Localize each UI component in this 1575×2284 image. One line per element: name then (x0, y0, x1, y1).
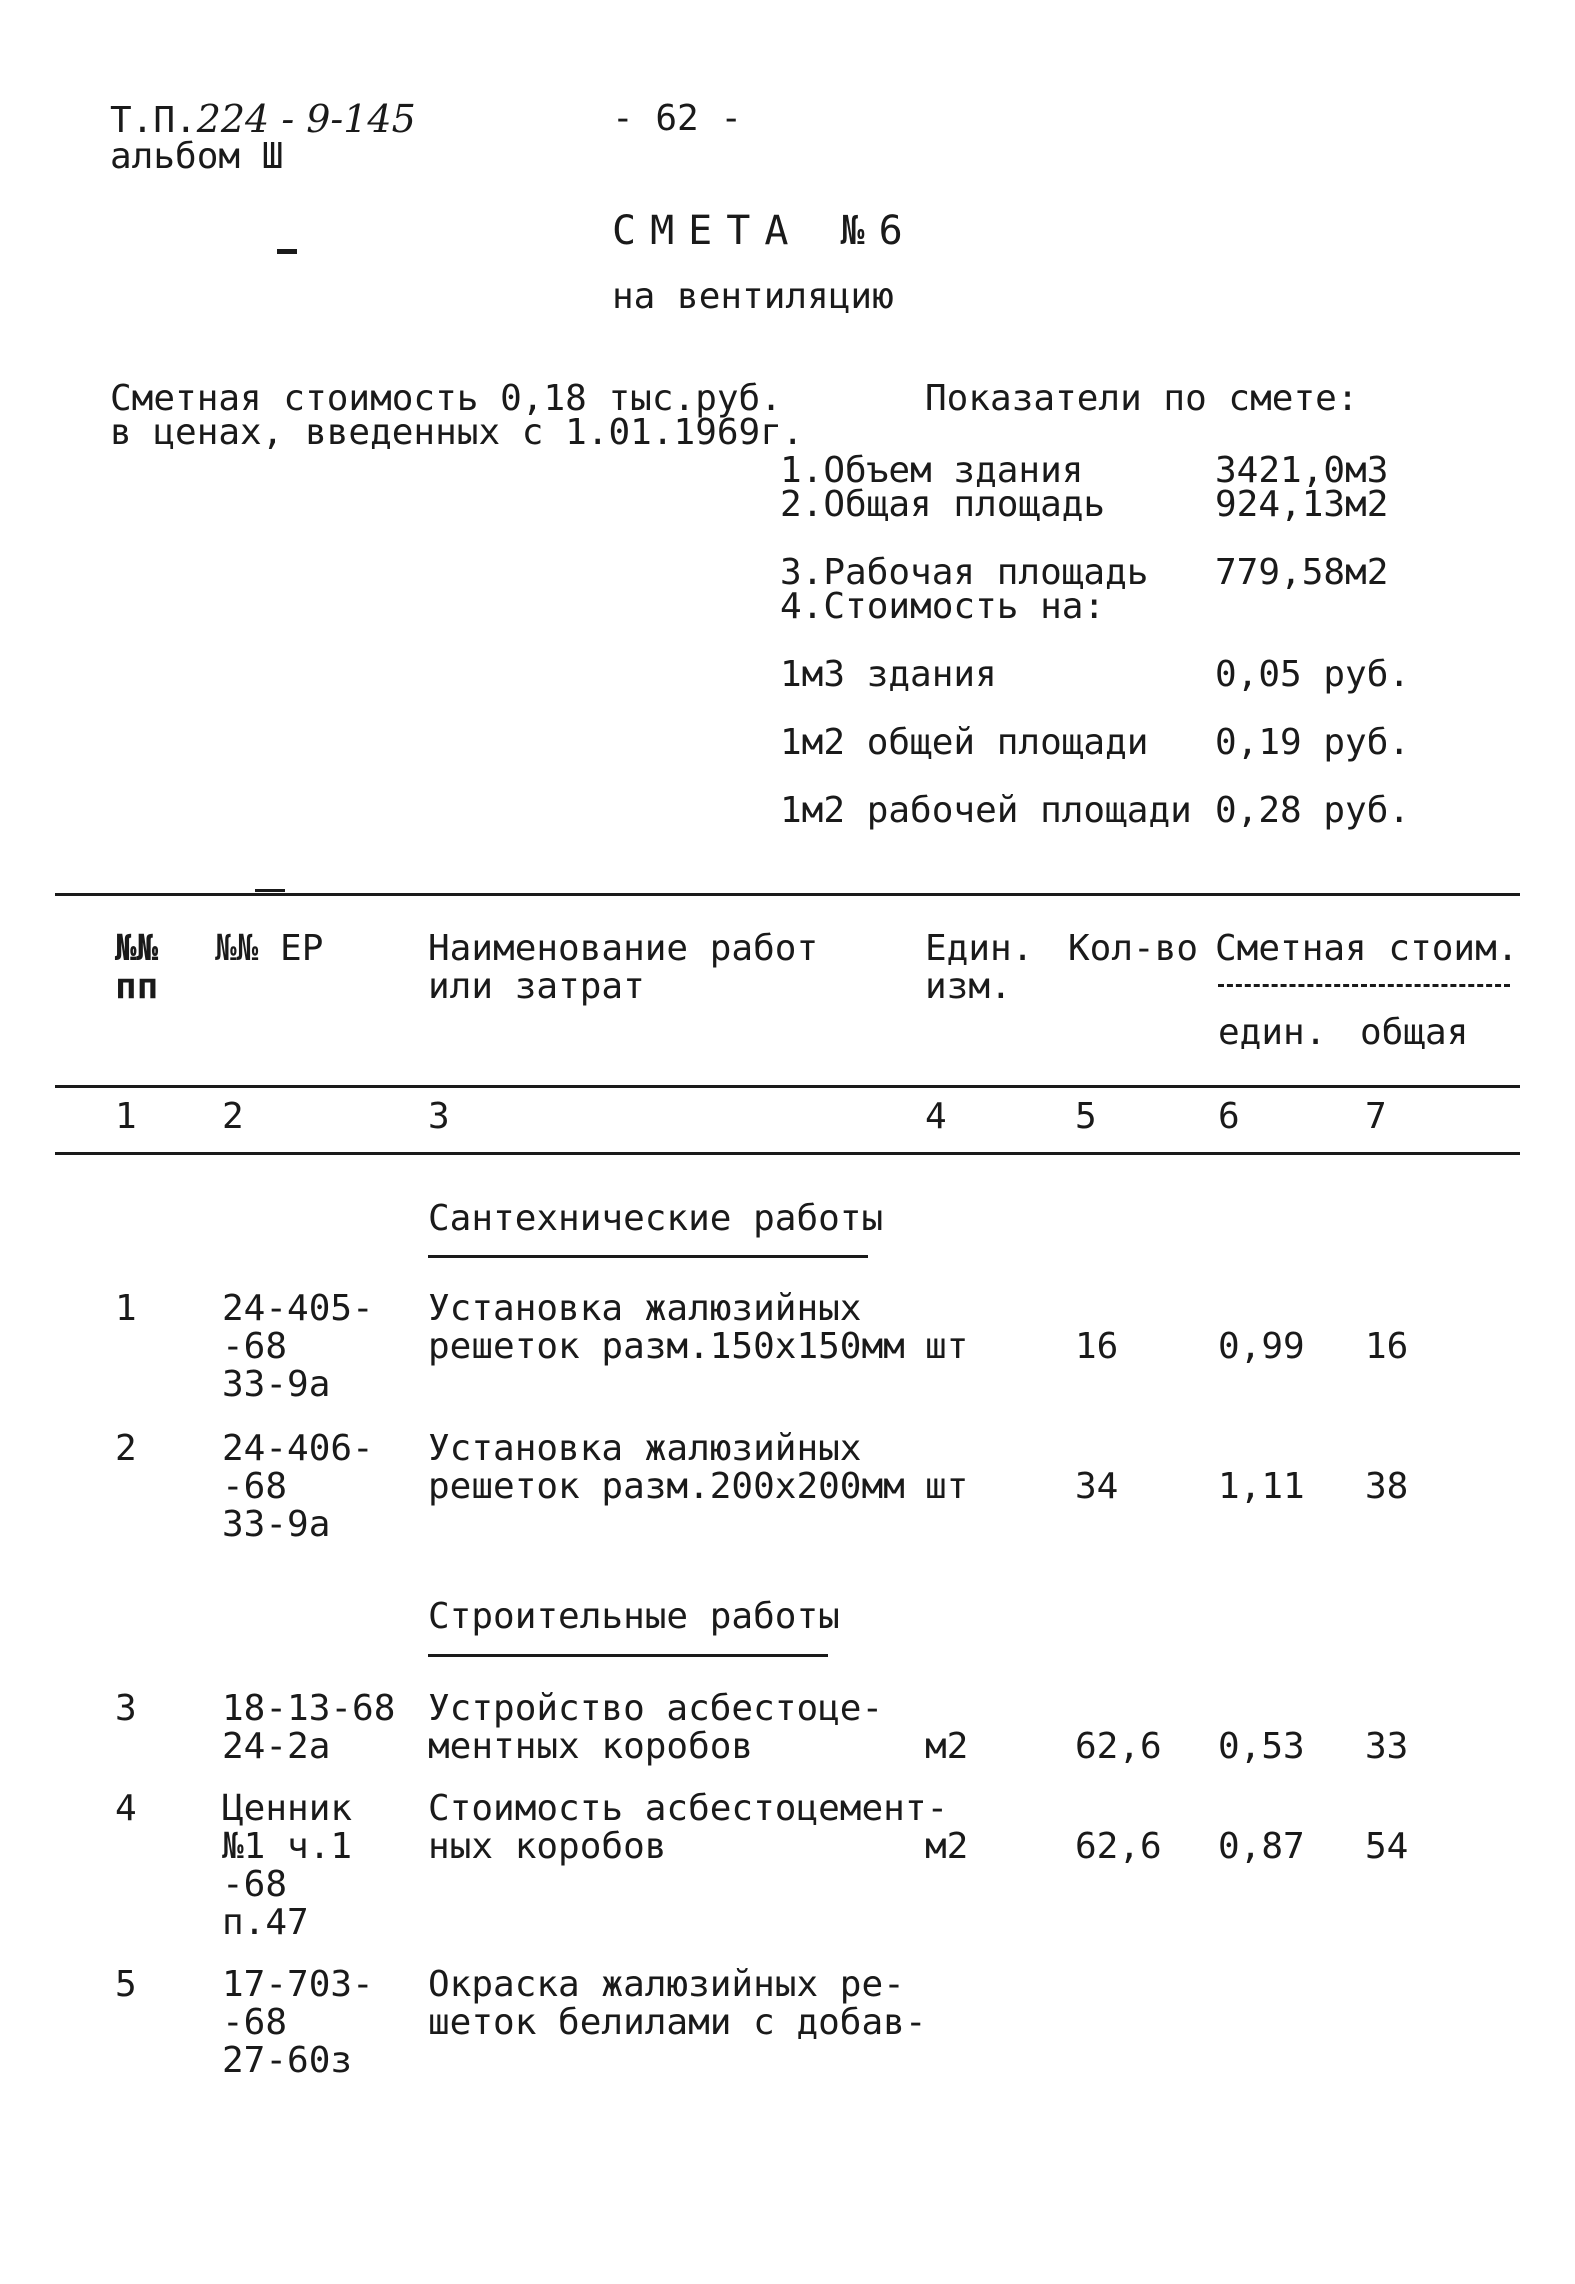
stray-mark (277, 249, 297, 254)
row-qty: 62,6 (1075, 1726, 1162, 1767)
column-number: 3 (428, 1096, 450, 1137)
column-number: 1 (115, 1096, 137, 1137)
header-name: Наименование работ или затрат (428, 928, 819, 1007)
row-er: 24-406- -68 33-9а (222, 1428, 374, 1545)
row-price: 0,53 (1218, 1726, 1305, 1767)
row-name: Установка жалюзийных решеток разм.150х150мм (428, 1288, 905, 1367)
row-er: 17-703- -68 27-60з (222, 1964, 374, 2081)
indicator-value: 924,13м2 (1215, 484, 1389, 525)
row-qty: 34 (1075, 1466, 1119, 1507)
column-number: 2 (222, 1096, 244, 1137)
header-bottom-rule (55, 1085, 1520, 1088)
document-subtitle: на вентиляцию (612, 276, 894, 317)
stray-mark (255, 889, 285, 892)
row-unit: м2 (925, 1826, 969, 1867)
row-num: 5 (115, 1964, 137, 2005)
document-code (110, 97, 416, 141)
code-prefix: Т.П. (110, 100, 197, 141)
header-cost-unit: един. (1218, 1012, 1327, 1053)
cost-summary-line-2: в ценах, введенных с 1.01.1969г. (110, 412, 804, 453)
indicator-label: 4.Стоимость на: (780, 586, 1106, 627)
column-number: 5 (1075, 1096, 1097, 1137)
section-title: Сантехнические работы (428, 1198, 884, 1239)
code-handwritten: 224 - 9-145 (196, 97, 416, 141)
indicator-value: 779,58м2 (1215, 552, 1389, 593)
row-unit: шт (925, 1326, 969, 1367)
column-number: 7 (1365, 1096, 1387, 1137)
row-name: Устройство асбестоце- ментных коробов (428, 1688, 884, 1767)
row-unit: м2 (925, 1726, 969, 1767)
table-top-rule (55, 893, 1520, 896)
header-er: №№ ЕР (215, 928, 324, 969)
column-number: 4 (925, 1096, 947, 1137)
header-unit: Един. изм. (925, 928, 1034, 1007)
indicator-value: 0,28 руб. (1215, 790, 1411, 831)
row-name: Стоимость асбестоцемент- ных коробов (428, 1788, 949, 1867)
row-unit: шт (925, 1466, 969, 1507)
cost-summary-line-1: Сметная стоимость 0,18 тыс.руб. (110, 378, 782, 419)
row-total: 16 (1365, 1326, 1409, 1367)
row-price: 1,11 (1218, 1466, 1305, 1507)
column-numbers-rule (55, 1152, 1520, 1155)
album-label: альбом Ш (110, 136, 284, 177)
row-er: 24-405- -68 33-9а (222, 1288, 374, 1405)
indicator-label: 3.Рабочая площадь (780, 552, 1149, 593)
row-name: Окраска жалюзийных ре- шеток белилами с добав- (428, 1964, 927, 2043)
row-price: 0,99 (1218, 1326, 1305, 1367)
row-name: Установка жалюзийных решеток разм.200х200мм (428, 1428, 905, 1507)
row-total: 33 (1365, 1726, 1409, 1767)
indicators-title: Показатели по смете: (925, 378, 1359, 419)
indicator-label: 1м3 здания (780, 654, 997, 695)
indicator-value: 0,19 руб. (1215, 722, 1411, 763)
header-cost: Сметная стоим. (1215, 928, 1519, 969)
row-total: 54 (1365, 1826, 1409, 1867)
indicator-label: 1м2 рабочей площади (780, 790, 1192, 831)
cost-divider (1218, 984, 1510, 987)
row-total: 38 (1365, 1466, 1409, 1507)
indicator-label: 1м2 общей площади (780, 722, 1149, 763)
section-title: Строительные работы (428, 1596, 840, 1637)
row-qty: 16 (1075, 1326, 1119, 1367)
row-er: Ценник №1 ч.1 -68 п.47 (222, 1788, 353, 1943)
indicator-value: 0,05 руб. (1215, 654, 1411, 695)
header-num: №№ пп (115, 928, 159, 1007)
page-number: - 62 - (612, 98, 743, 139)
row-num: 2 (115, 1428, 137, 1469)
section-underline (428, 1654, 828, 1657)
row-num: 3 (115, 1688, 137, 1729)
row-er: 18-13-68 24-2а (222, 1688, 396, 1767)
row-num: 1 (115, 1288, 137, 1329)
document-title: СМЕТА №6 (612, 208, 917, 254)
row-num: 4 (115, 1788, 137, 1829)
indicator-label: 2.Общая площадь (780, 484, 1106, 525)
section-underline (428, 1255, 868, 1258)
header-cost-total: общая (1360, 1012, 1469, 1053)
indicator-value: 3421,0м3 (1215, 450, 1389, 491)
row-price: 0,87 (1218, 1826, 1305, 1867)
indicator-label: 1.Объем здания (780, 450, 1084, 491)
column-number: 6 (1218, 1096, 1240, 1137)
header-qty: Кол-во (1068, 928, 1199, 969)
row-qty: 62,6 (1075, 1826, 1162, 1867)
